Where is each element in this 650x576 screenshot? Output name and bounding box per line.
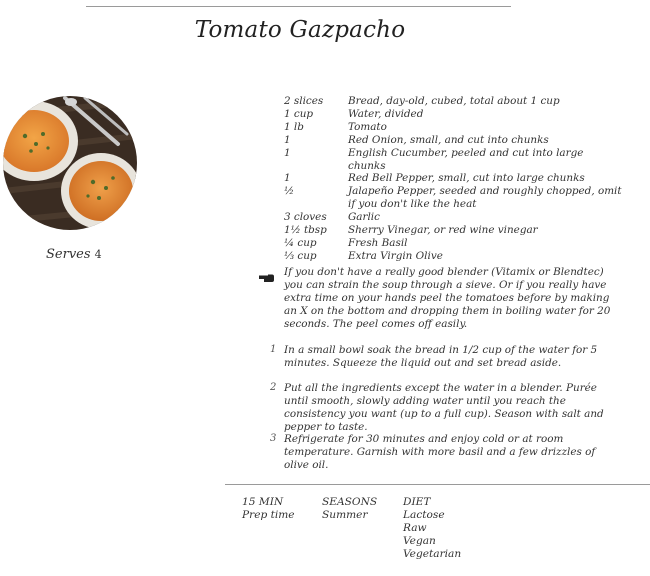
ingredient-qty: ⅓ cup bbox=[284, 249, 317, 262]
diet-item: Vegan bbox=[403, 534, 436, 547]
ingredient-qty: 1½ tbsp bbox=[284, 224, 327, 237]
diet-item: Lactose bbox=[403, 508, 445, 521]
top-divider bbox=[86, 6, 511, 7]
ingredient-name: Fresh Basil bbox=[348, 236, 408, 249]
ingredient-name: Bread, day-old, cubed, total about 1 cup bbox=[348, 95, 560, 107]
ingredient-name: Jalapeño Pepper, seeded and roughly chopped, omit if you don't like the heat bbox=[348, 185, 622, 211]
ingredient-qty: 1 bbox=[284, 133, 291, 146]
diet-item: Raw bbox=[403, 521, 427, 534]
seasons-label: SEASONS bbox=[322, 496, 378, 508]
ingredient-row bbox=[284, 147, 624, 173]
diet bbox=[403, 496, 461, 561]
ingredient-name: Extra Virgin Olive bbox=[348, 249, 443, 262]
ingredient-row bbox=[284, 224, 624, 237]
ingredient-name: English Cucumber, peeled and cut into large chunks bbox=[348, 146, 584, 172]
serves-label: Serves bbox=[46, 247, 91, 262]
prep-time-value: 15 MIN bbox=[242, 496, 284, 508]
ingredient-name: Water, divided bbox=[348, 107, 424, 120]
diet-label: DIET bbox=[403, 496, 431, 508]
gazpacho-photo bbox=[3, 96, 137, 230]
pointing-hand-icon bbox=[259, 268, 275, 278]
step-number: 2 bbox=[270, 382, 277, 393]
ingredient-row bbox=[284, 172, 624, 185]
ingredient-row bbox=[284, 95, 624, 108]
step-text: Put all the ingredients except the water in a blender. Purée until smooth, slowly adding water until you reach the consistency you want (up to a full cup). Season with salt and pepper to taste. bbox=[284, 382, 604, 433]
prep-time-label: Prep time bbox=[242, 508, 295, 521]
ingredient-row bbox=[284, 211, 624, 224]
ingredient-row bbox=[284, 108, 624, 121]
ingredient-row bbox=[284, 237, 624, 250]
ingredient-qty: 1 bbox=[284, 172, 291, 185]
serves-info bbox=[46, 247, 102, 262]
ingredient-qty: ½ bbox=[284, 185, 295, 198]
bottom-divider bbox=[225, 484, 650, 485]
ingredients-list bbox=[284, 95, 624, 263]
ingredient-row bbox=[284, 250, 624, 263]
ingredient-name: Garlic bbox=[348, 211, 380, 224]
ingredient-qty: 1 cup bbox=[284, 107, 314, 120]
step-text: Refrigerate for 30 minutes and enjoy cold or at room temperature. Garnish with more basil and a few drizzles of olive oil. bbox=[284, 433, 596, 471]
recipe-title: Tomato Gazpacho bbox=[194, 17, 406, 43]
prep-time bbox=[242, 496, 295, 522]
serves-count: 4 bbox=[94, 248, 102, 261]
diet-item: Vegetarian bbox=[403, 547, 462, 560]
ingredient-qty: 1 lb bbox=[284, 120, 304, 133]
ingredient-name: Red Bell Pepper, small, cut into large chunks bbox=[348, 172, 585, 185]
ingredient-row bbox=[284, 121, 624, 134]
ingredient-row bbox=[284, 134, 624, 147]
ingredient-name: Red Onion, small, and cut into chunks bbox=[348, 133, 549, 146]
ingredient-qty: 3 cloves bbox=[284, 211, 327, 224]
ingredient-qty: 1 bbox=[284, 146, 291, 159]
seasons-value: Summer bbox=[322, 508, 368, 521]
ingredient-qty: 2 slices bbox=[284, 95, 324, 107]
ingredient-name: Tomato bbox=[348, 120, 387, 133]
seasons bbox=[322, 496, 377, 522]
ingredient-row bbox=[284, 185, 624, 211]
step-number: 3 bbox=[270, 433, 277, 444]
step-number: 1 bbox=[270, 344, 277, 355]
ingredient-name: Sherry Vinegar, or red wine vinegar bbox=[348, 224, 538, 237]
ingredient-qty: ¼ cup bbox=[284, 236, 317, 249]
step-text: In a small bowl soak the bread in 1/2 cup of the water for 5 minutes. Squeeze the liquid out and set bread aside. bbox=[284, 344, 598, 369]
tip-text: If you don't have a really good blender (Vitamix or Blendtec) you can strain the soup through a sieve. Or if you really have extra time on your hands peel the tomatoes before by making an X on the bottom and dropping them in boiling water for 20 seconds. The peel comes off easily. bbox=[284, 266, 611, 330]
